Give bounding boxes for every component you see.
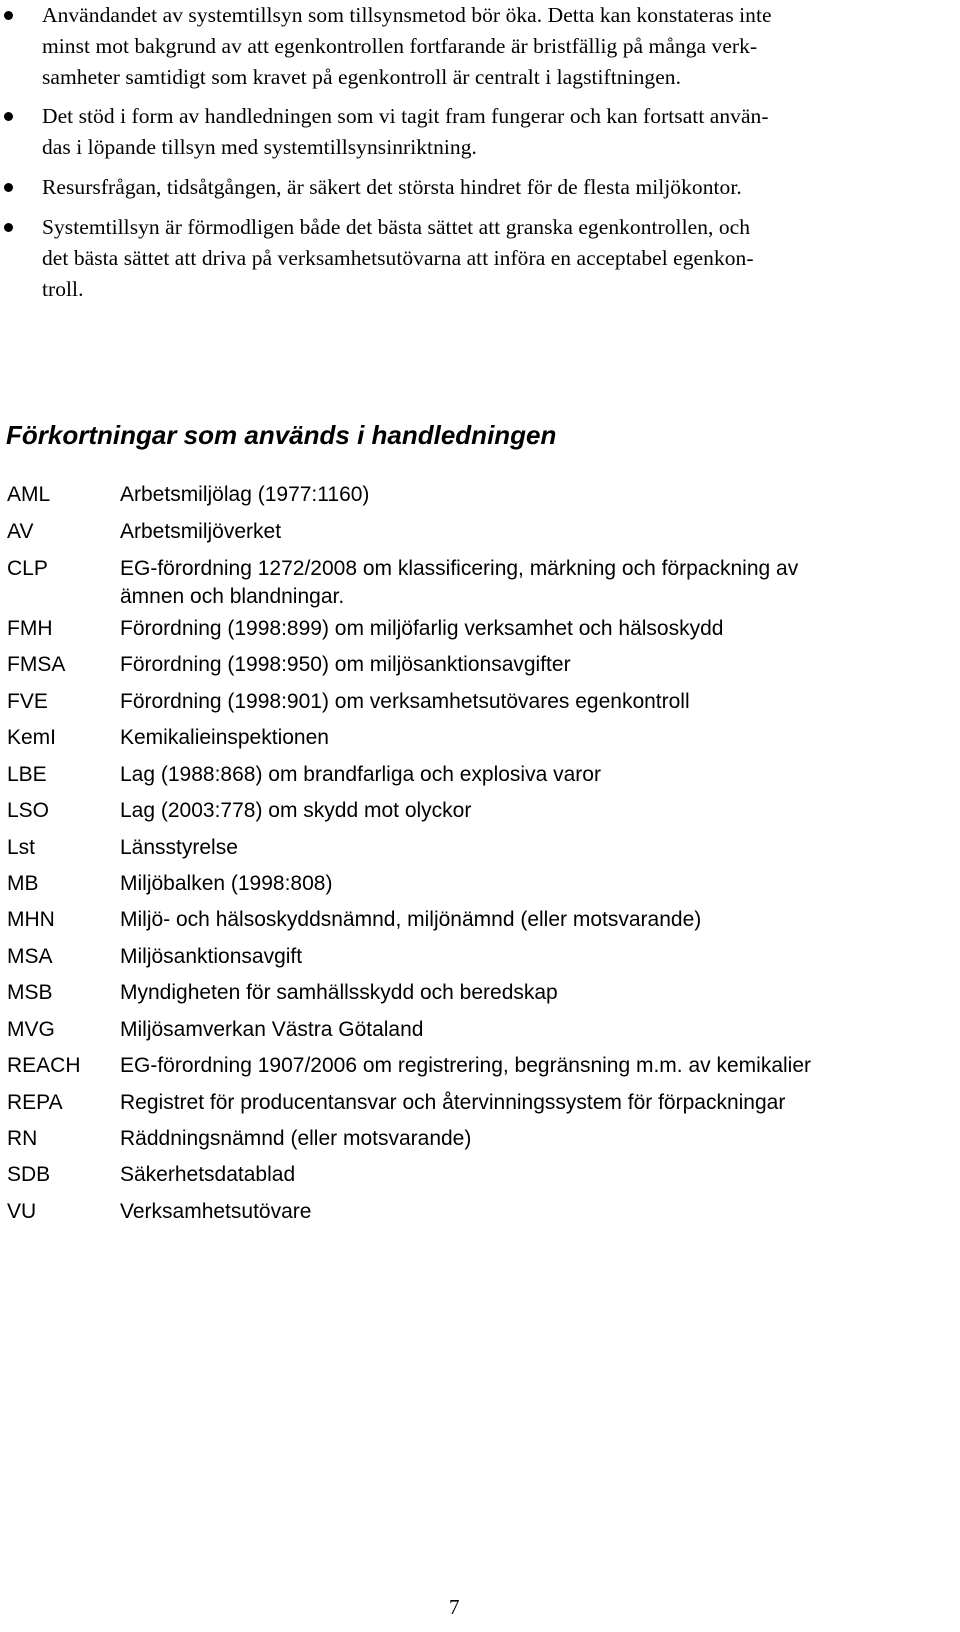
abbreviation-definition (120, 834, 950, 862)
abbreviation-term: AML (7, 483, 51, 506)
definition-line: Förordning (1998:901) om verksamhetsutövares egenkontroll (120, 690, 690, 713)
abbreviation-definition (120, 906, 950, 934)
abbreviation-definition (120, 1125, 950, 1153)
abbreviation-term: MB (7, 872, 39, 895)
bullet-item (42, 212, 954, 305)
abbreviation-term: FVE (7, 690, 48, 713)
abbreviation-term: LBE (7, 763, 47, 786)
definition-line: Registret för producentansvar och återvinningssystem för förpackningar (120, 1091, 786, 1114)
bullet-text-line: det bästa sättet att driva på verksamhetsutövarna att införa en acceptabel egenkon- (42, 246, 754, 270)
abbreviation-term: VU (7, 1200, 37, 1223)
abbreviation-term: MVG (7, 1018, 55, 1041)
definition-line: Miljö- och hälsoskyddsnämnd, miljönämnd (eller motsvarande) (120, 908, 702, 931)
definition-line: Förordning (1998:950) om miljösanktionsavgifter (120, 653, 571, 676)
bullet-item (42, 172, 954, 203)
bullet-dot-icon (4, 112, 13, 121)
abbreviation-definition (120, 1161, 950, 1189)
abbreviation-definition (120, 870, 950, 898)
definition-line: Säkerhetsdatablad (120, 1163, 296, 1186)
definition-line: Kemikalieinspektionen (120, 726, 329, 749)
page-number: 7 (449, 1595, 460, 1619)
abbreviation-term: KemI (7, 726, 57, 749)
abbreviation-definition (120, 651, 950, 679)
abbreviation-definition (120, 724, 950, 752)
abbreviation-term: RN (7, 1127, 38, 1150)
abbreviation-definition (120, 1089, 950, 1117)
abbreviation-term: MHN (7, 908, 55, 931)
bullet-text-line: troll. (42, 277, 84, 301)
bullet-text-line: Det stöd i form av handledningen som vi tagit fram fungerar och kan fortsatt använ- (42, 104, 769, 128)
bullet-text-line: minst mot bakgrund av att egenkontrollen fortfarande är bristfällig på många verk- (42, 34, 758, 58)
abbreviation-term: SDB (7, 1163, 51, 1186)
definition-line: Miljösamverkan Västra Götaland (120, 1018, 424, 1041)
definition-line: Arbetsmiljöverket (120, 520, 282, 543)
abbreviation-definition (120, 688, 950, 716)
abbreviation-definition (120, 1052, 950, 1080)
abbreviation-term: REPA (7, 1091, 63, 1114)
abbreviation-term: MSB (7, 981, 53, 1004)
bullet-dot-icon (4, 183, 13, 192)
definition-line: EG-förordning 1272/2008 om klassificering, märkning och förpackning av (120, 557, 799, 580)
abbreviation-definition (120, 797, 950, 825)
abbreviation-term: FMH (7, 617, 53, 640)
definition-line: Miljöbalken (1998:808) (120, 872, 333, 895)
abbreviation-term: REACH (7, 1054, 81, 1077)
abbreviation-term: MSA (7, 945, 53, 968)
abbreviation-definition (120, 943, 950, 971)
bullet-dot-icon (4, 223, 13, 232)
abbreviation-term: AV (7, 520, 34, 543)
abbreviation-definition (120, 555, 950, 611)
bullet-text-line: Systemtillsyn är förmodligen både det bästa sättet att granska egenkontrollen, och (42, 215, 751, 239)
definition-line: Miljösanktionsavgift (120, 945, 303, 968)
bullet-text-line: das i löpande tillsyn med systemtillsynsinriktning. (42, 135, 477, 159)
abbreviation-term: Lst (7, 836, 36, 859)
abbreviation-definition (120, 518, 950, 546)
abbreviation-definition (120, 615, 950, 643)
definition-line: Lag (2003:778) om skydd mot olyckor (120, 799, 472, 822)
abbreviation-definition (120, 481, 950, 509)
abbreviation-term: CLP (7, 557, 48, 580)
definition-line: EG-förordning 1907/2006 om registrering, begränsning m.m. av kemikalier (120, 1054, 812, 1077)
bullet-item (42, 101, 954, 163)
abbreviation-definition (120, 979, 950, 1007)
definition-line: Verksamhetsutövare (120, 1200, 312, 1223)
abbreviation-definition (120, 1198, 950, 1226)
abbreviation-term: FMSA (7, 653, 66, 676)
definition-line: Räddningsnämnd (eller motsvarande) (120, 1127, 472, 1150)
abbreviation-definition (120, 1016, 950, 1044)
bullet-item (42, 0, 954, 93)
bullet-text-line: samheter samtidigt som kravet på egenkontroll är centralt i lagstiftningen. (42, 65, 682, 89)
definition-line: Förordning (1998:899) om miljöfarlig verksamhet och hälsoskydd (120, 617, 724, 640)
definition-line: Lag (1988:868) om brandfarliga och explosiva varor (120, 763, 601, 786)
definition-line: Länsstyrelse (120, 836, 238, 859)
bullet-dot-icon (4, 11, 13, 20)
bullet-text-line: Användandet av systemtillsyn som tillsynsmetod bör öka. Detta kan konstateras inte (42, 3, 772, 27)
definition-line: Arbetsmiljölag (1977:1160) (120, 483, 370, 506)
section-heading: Förkortningar som används i handledningen (6, 420, 557, 450)
abbreviation-term: LSO (7, 799, 50, 822)
definition-line: ämnen och blandningar. (120, 585, 345, 608)
abbreviation-definition (120, 761, 950, 789)
bullet-text-line: Resursfrågan, tidsåtgången, är säkert det största hindret för de flesta miljökontor. (42, 175, 742, 199)
definition-line: Myndigheten för samhällsskydd och beredskap (120, 981, 558, 1004)
